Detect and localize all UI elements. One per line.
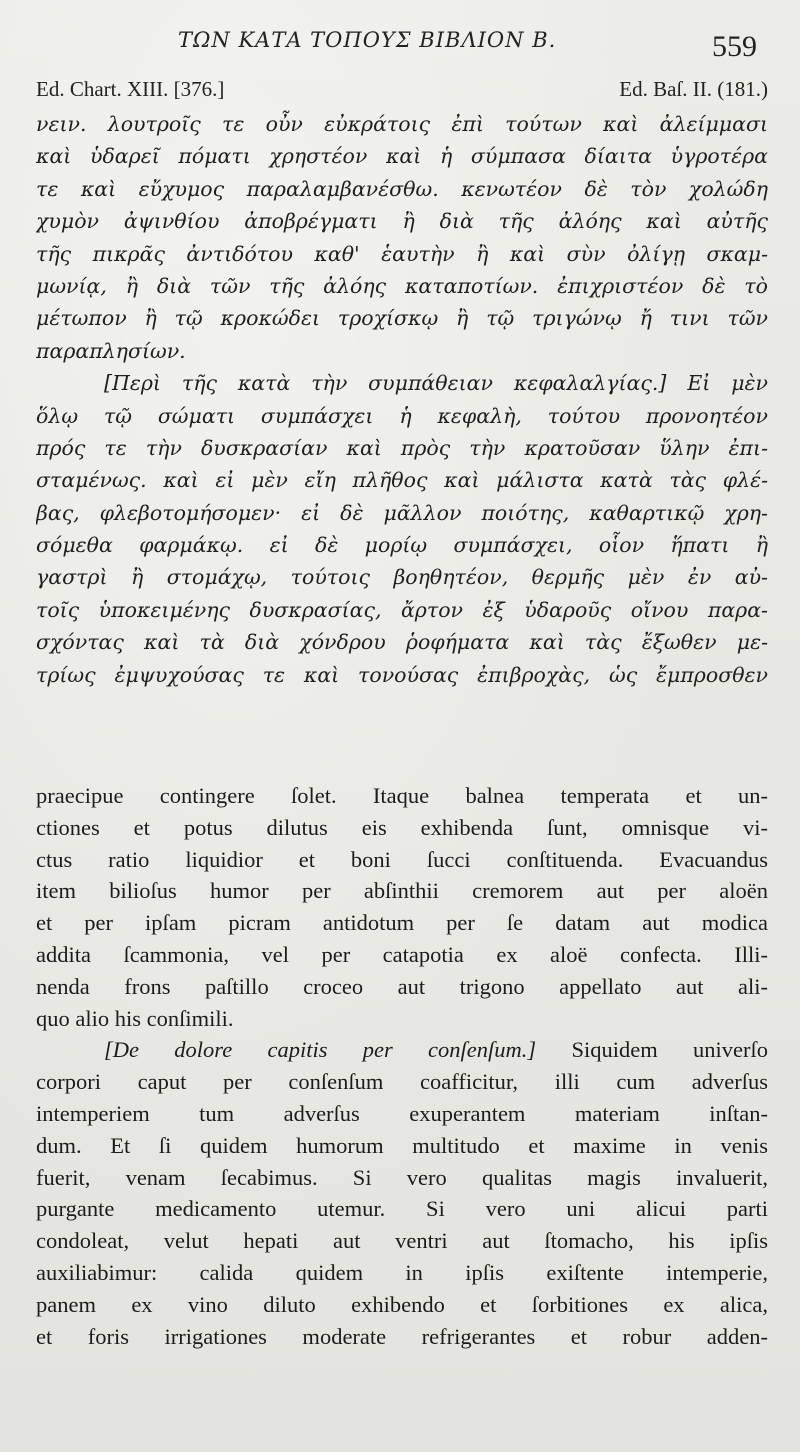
greek-text-block [36,108,768,691]
latin-line-text: Siquidem univerſo [571,1037,768,1063]
greek-line: σόμεθα φαρμάκῳ. εἰ δὲ μορίῳ συμπάσχει, οἷον ἥπατι ἢ [36,533,768,558]
greek-line: σχόντας καὶ τὰ διὰ χόνδρου ῥοφήματα καὶ τὰς ἔξωθεν με- [36,630,768,655]
greek-line: νειν. λουτροῖς τε οὖν εὐκράτοις ἐπὶ τούτων καὶ ἀλείμμασι [36,112,768,136]
greek-line: τε καὶ εὔχυμος παραλαμβανέσθω. κενωτέον δὲ τὸν χολώδη [36,176,768,201]
latin-line: intemperiem tum adverſus exuperantem materiam inſtan- [36,1100,768,1126]
latin-line: et per ipſam picram antidotum per ſe datam aut modica [36,910,768,936]
greek-line: ὅλῳ τῷ σώματι συμπάσχει ἡ κεφαλὴ, τούτου προνοητέον [36,403,768,428]
latin-line: dum. Et ſi quidem humorum multitudo et maxime in venis [36,1132,768,1158]
latin-line: panem ex vino diluto exhibendo et ſorbitiones ex alica, [36,1291,768,1317]
latin-section-heading: [De dolore capitis per conſenſum.] [104,1037,537,1063]
running-head [0,28,800,68]
greek-line: τοῖς ὑποκειμένης δυσκρασίας, ἄρτον ἐξ ὑδαροῦς οἴνου παρα- [36,597,768,622]
greek-line: τρίως ἐμψυχούσας τε καὶ τονούσας ἐπιβροχὰς, ὡς ἔμπροσθεν [36,662,768,687]
latin-line: addita ſcammonia, vel per catapotia ex aloë confecta. Illi- [36,941,768,967]
latin-line-section-heading [36,1034,768,1066]
greek-line: καὶ ὑδαρεῖ πόματι χρηστέον καὶ ἡ σύμπασα δίαιτα ὑγροτέρα [36,144,768,169]
latin-line: auxiliabimur: calida quidem in ipſis exiſtente intemperie, [36,1259,768,1285]
latin-line: fuerit, venam ſecabimus. Si vero qualitas magis invaluerit, [36,1164,768,1190]
latin-line: quo alio his conſimili. [36,1005,234,1031]
latin-line: nenda frons paſtillo croceo aut trigono appellato aut ali- [36,973,768,999]
greek-line: μέτωπον ἢ τῷ κροκώδει τροχίσκῳ ἢ τῷ τριγώνῳ ἤ τινι τῶν [36,306,768,331]
greek-line: σταμένως. καὶ εἰ μὲν εἴη πλῆθος καὶ μάλιστα κατὰ τὰς φλέ- [36,468,768,493]
edition-reference-line [36,77,768,107]
latin-line: et foris irrigationes moderate refrigerantes et robur adden- [36,1323,768,1349]
latin-text-block [36,780,768,1352]
greek-line-section-heading: [Περὶ τῆς κατὰ τὴν συμπάθειαν κεφαλαλγίας.] Εἰ μὲν [104,371,768,396]
greek-line: μωνίᾳ, ἢ διὰ τῶν τῆς ἀλόης καταποτίων. ἐπιχριστέον δὲ τὸ [36,273,768,298]
latin-line: corpori caput per conſenſum coafficitur, illi cum adverſus [36,1069,768,1095]
greek-line: βας, φλεβοτομήσομεν· εἰ δὲ μᾶλλον ποιότης, καθαρτικῷ χρη- [36,500,768,525]
edition-reference-basel: Ed. Baſ. II. (181.) [619,77,768,101]
latin-line: item bilioſus humor per abſinthii cremorem aut per aloën [36,878,768,904]
greek-line: πρός τε τὴν δυσκρασίαν καὶ πρὸς τὴν κρατοῦσαν ὕλην ἐπι- [36,435,768,460]
greek-line: παραπλησίων. [36,338,186,363]
latin-line: praecipue contingere ſolet. Itaque balnea temperata et un- [36,783,768,808]
latin-line: condoleat, velut hepati aut ventri aut ſtomacho, his ipſis [36,1228,768,1254]
greek-line: γαστρὶ ἢ στομάχῳ, τούτοις βοηθητέον, θερμῆς μὲν ἐν αὐ- [36,565,768,590]
page-number: 559 [712,30,757,63]
latin-line: purgante medicamento utemur. Si vero uni alicui parti [36,1196,768,1222]
greek-line: χυμὸν ἀψινθίου ἀποβρέγματι ἢ διὰ τῆς ἀλόης καὶ αὐτῆς [36,209,768,234]
latin-line: ctiones et potus dilutus eis exhibenda ſunt, omnisque vi- [36,814,768,840]
edition-reference-chartier: Ed. Chart. XIII. [376.] [36,77,225,101]
latin-line: ctus ratio liquidior et boni ſucci conſtituenda. Evacuandus [36,846,768,872]
greek-line: τῆς πικρᾶς ἀντιδότου καθ' ἑαυτὴν ἢ καὶ σὺν ὀλίγῃ σκαμ- [36,241,768,266]
running-title: ΤΩΝ ΚΑΤΑ ΤΟΠΟΥΣ ΒΙΒΛΙΟΝ Β. [178,28,557,52]
